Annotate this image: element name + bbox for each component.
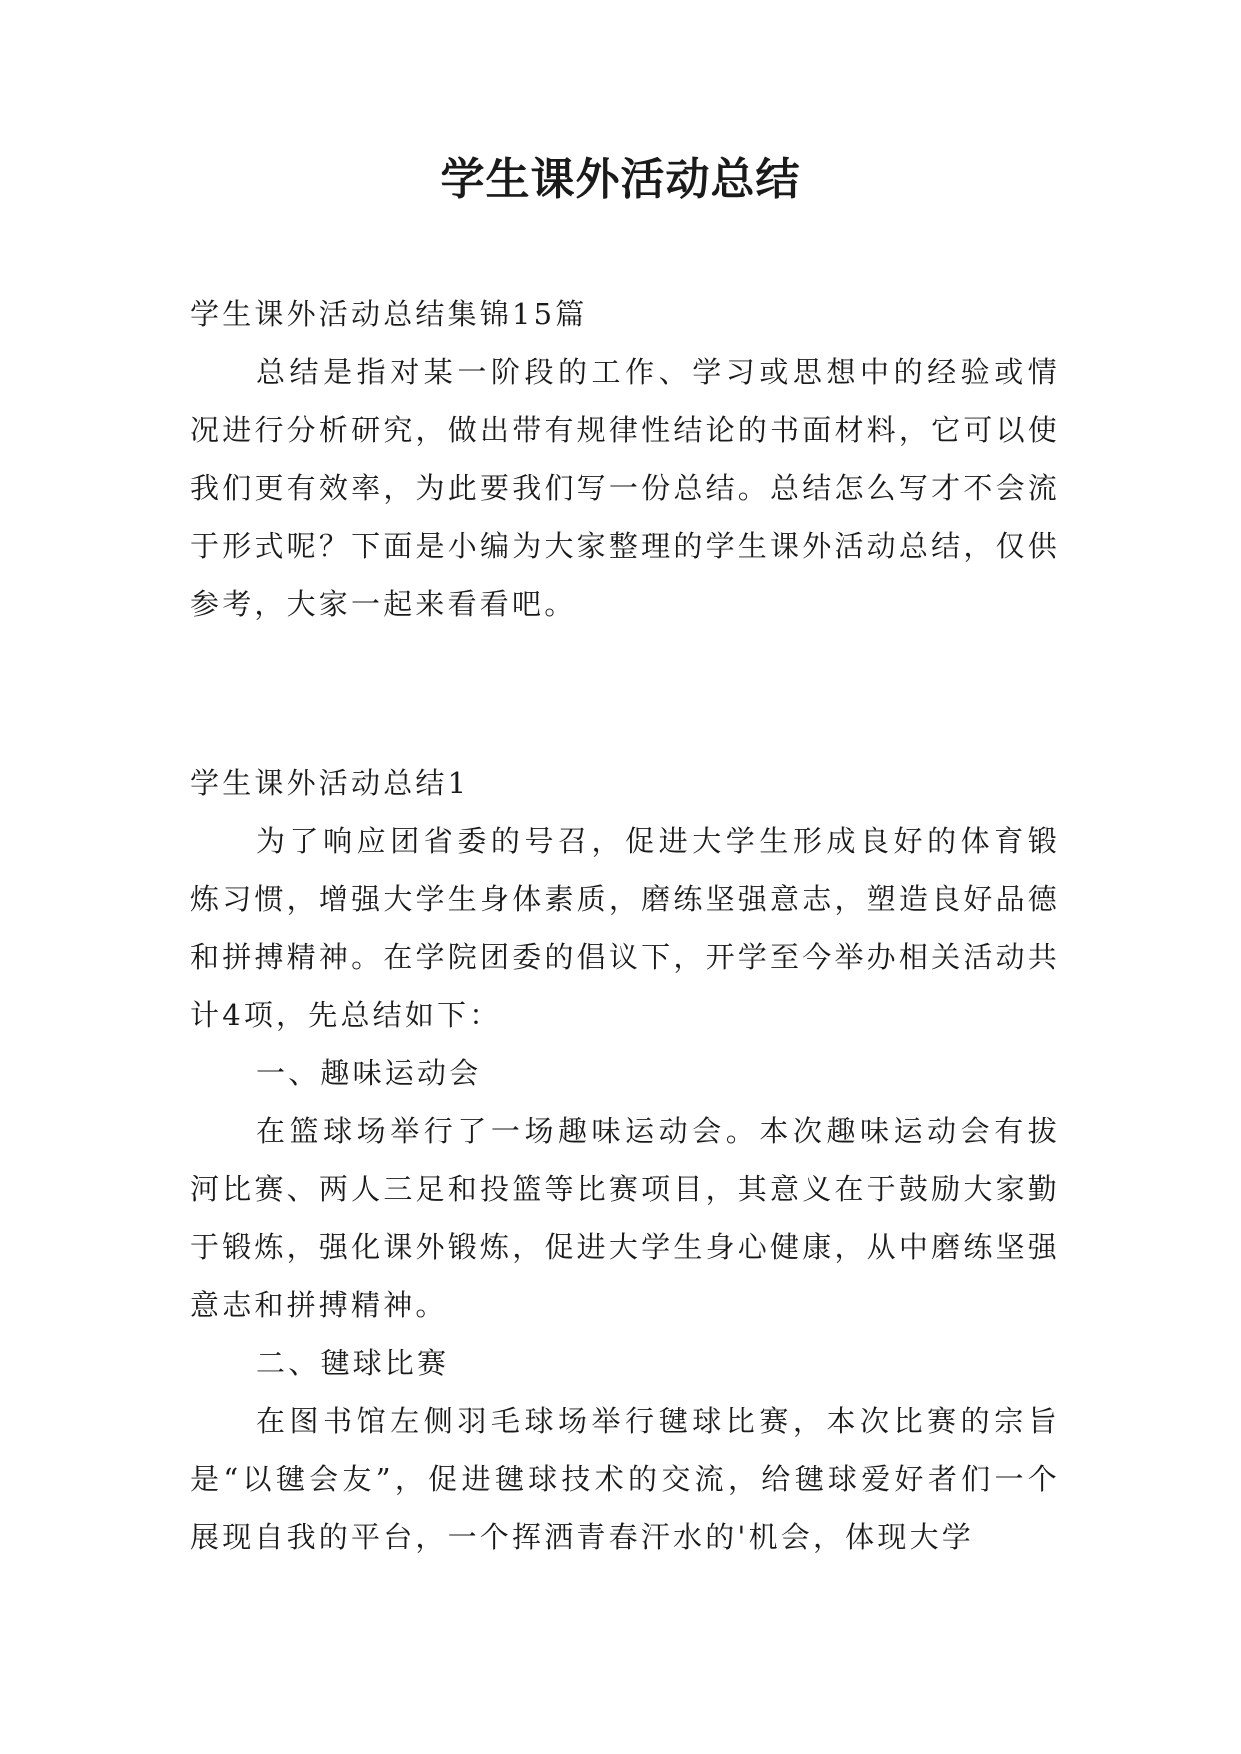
spacer [190,633,1060,754]
document-body [190,285,1060,1566]
item-paragraph-2: 在图书馆左侧羽毛球场举行毽球比赛，本次比赛的宗旨是“以毽会友”，促进毽球技术的交流，给毽球爱好者们一个展现自我的平台，一个挥洒青春汗水的'机会，体现大学 [190,1404,1060,1554]
item-heading-1: 一、趣味运动会 [256,1056,482,1090]
item-heading-2: 二、毽球比赛 [256,1346,450,1380]
section-paragraph: 为了响应团省委的号召，促进大学生形成良好的体育锻炼习惯，增强大学生身体素质，磨练坚强意志，塑造良好品德和拼搏精神。在学院团委的倡议下，开学至今举办相关活动共计4项，先总结如下： [190,824,1060,1032]
section-heading: 学生课外活动总结1 [190,766,470,800]
intro-paragraph: 总结是指对某一阶段的工作、学习或思想中的经验或情况进行分析研究，做出带有规律性结论的书面材料，它可以使我们更有效率，为此要我们写一份总结。总结怎么写才不会流于形式呢？下面是小编为大家整理的学生课外活动总结，仅供参考，大家一起来看看吧。 [190,355,1060,621]
document-title: 学生课外活动总结 [440,154,801,205]
item-paragraph-1: 在篮球场举行了一场趣味运动会。本次趣味运动会有拔河比赛、两人三足和投篮等比赛项目，其意义在于鼓励大家勤于锻炼，强化课外锻炼，促进大学生身心健康，从中磨练坚强意志和拼搏精神。 [190,1114,1060,1322]
document-subtitle: 学生课外活动总结集锦15篇 [190,297,588,331]
